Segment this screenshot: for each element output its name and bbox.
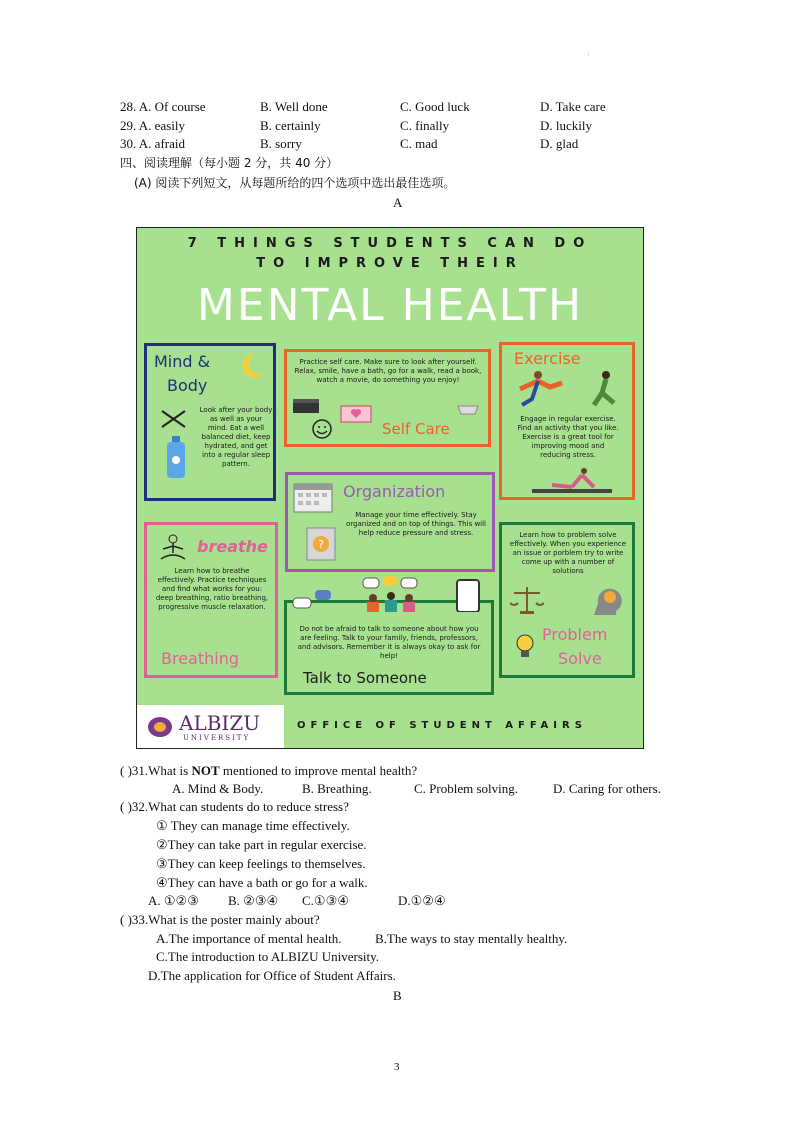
option-30-c: C. mad (400, 136, 438, 151)
footer-text: OFFICE OF STUDENT AFFAIRS (297, 720, 587, 731)
talk-head: Talk to Someone (303, 669, 427, 687)
moon-icon (235, 351, 267, 385)
section-instruction: (A) 阅读下列短文，从每题所给的四个选项中选出最佳选项。 (134, 176, 456, 190)
organization-head: Organization (343, 482, 446, 501)
passage-a-label: A (393, 195, 403, 210)
option-28-a: 28. A. Of course (120, 99, 206, 114)
mind-body-box (144, 343, 276, 501)
utensils-icon (159, 408, 189, 434)
option-30-b: B. sorry (260, 136, 302, 151)
option-28-d: D. Take care (540, 99, 606, 114)
option-30-d: D. glad (540, 136, 579, 151)
bath-icon (457, 400, 479, 419)
option-30-a: 30. A. afraid (120, 136, 185, 151)
question-33-option-b: B.The ways to stay mentally healthy. (375, 931, 568, 946)
question-32-item-2: ②They can take part in regular exercise. (156, 837, 367, 852)
breathing-box (144, 522, 278, 678)
yoga-icon (532, 465, 612, 499)
question-31-not: NOT (191, 763, 220, 778)
smiley-icon (311, 418, 333, 444)
poster-title-line1: 7 THINGS STUDENTS CAN DO (187, 236, 593, 251)
page-number: 3 (394, 1061, 400, 1073)
question-33-option-d: D.The application for Office of Student Affairs. (148, 968, 396, 983)
problem-solve-box (499, 522, 635, 678)
mental-health-poster (136, 227, 644, 749)
question-32-item-3: ③They can keep feelings to themselves. (156, 856, 366, 871)
runner-icon (510, 369, 628, 415)
scales-icon (510, 585, 544, 619)
option-28-b: B. Well done (260, 99, 328, 114)
logo-sub: UNIVERSITY (183, 734, 251, 742)
section-title: 四、阅读理解（每小题 2 分，共 40 分） (120, 156, 339, 170)
question-book-icon (306, 527, 336, 565)
lightbulb-icon (512, 631, 538, 665)
calendar-icon (293, 481, 333, 517)
mind-body-head1: Mind & (154, 352, 211, 371)
problem-solve-text: Learn how to problem solve effectively. When you experience an issue or porblem try to write come up with a number of solutions (509, 531, 627, 575)
svg-text:?: ? (318, 538, 324, 551)
heart-book-icon (339, 404, 373, 428)
question-33-option-a: A.The importance of mental health. (156, 931, 342, 946)
question-31-option-d: D. Caring for others. (553, 781, 661, 796)
exercise-box (499, 342, 635, 500)
question-32-option-d: D.①②④ (398, 893, 446, 908)
exercise-text: Engage in regular exercise. Find an activity that you like. Exercise is a great tool for improving mood and reducing stress. (517, 415, 619, 459)
option-29-c: C. finally (400, 118, 450, 133)
mind-body-text: Look after your body as well as your mind. Eat a well balanced diet, keep hydrated, and get into a regular sleep pattern. (199, 406, 273, 468)
water-bottle-icon (165, 436, 187, 484)
header-mark: ' (588, 52, 590, 61)
question-31-option-c: C. Problem solving. (414, 781, 519, 796)
question-32-option-c: C.①③④ (302, 893, 349, 908)
logo-name: ALBIZU (179, 711, 261, 735)
meditation-icon (155, 531, 191, 567)
exercise-head: Exercise (514, 349, 581, 368)
option-29-a: 29. A. easily (120, 118, 185, 133)
question-32-item-4: ④They can have a bath or go for a walk. (156, 875, 368, 890)
question-32-stem: ( )32.What can students do to reduce stress? (120, 799, 349, 814)
option-29-b: B. certainly (260, 118, 321, 133)
clapperboard-icon (292, 398, 320, 418)
breathing-head: Breathing (161, 649, 240, 668)
problem-head1: Problem (542, 625, 608, 644)
question-31-stem: ( )31.What is NOT mentioned to improve mental health? (120, 763, 418, 778)
breathe-script: breathe (197, 537, 268, 556)
question-32-option-a: A. ①②③ (148, 893, 199, 908)
organization-text: Manage your time effectively. Stay organized and on top of things. This will help reduce pressure and stress. (346, 511, 486, 537)
question-33-stem: ( )33.What is the poster mainly about? (120, 912, 320, 927)
brain-gear-icon (590, 585, 626, 621)
question-32-item-1: ① They can manage time effectively. (156, 818, 350, 833)
organization-box (285, 472, 495, 572)
poster-title-line2: TO IMPROVE THEIR (256, 256, 524, 271)
mind-body-head2: Body (167, 376, 208, 395)
question-33-option-c: C.The introduction to ALBIZU University. (156, 949, 380, 964)
albizu-logo (137, 705, 284, 748)
self-care-box (284, 349, 491, 447)
passage-b-label: B (393, 988, 402, 1003)
self-care-text: Practice self care. Make sure to look after yourself. Relax, smile, have a bath, go for a walk, read a book, watch a movie, do something you enjoy! (294, 358, 482, 384)
talk-text: Do not be afraid to talk to someone about how you are feeling. Talk to your family, friends, professors, and advisors. Remember it is always okay to ask for help! (297, 625, 481, 660)
chat-people-icon (287, 576, 492, 616)
question-31-option-b: B. Breathing. (302, 781, 372, 796)
self-care-head: Self Care (382, 420, 450, 438)
breathing-text: Learn how to breathe effectively. Practice techniques and find what works for you: deep breathing, ratio breathing, progressive muscle relaxation. (155, 567, 269, 611)
poster-big-title: MENTAL HEALTH (196, 280, 584, 331)
problem-head2: Solve (558, 649, 602, 668)
option-28-c: C. Good luck (400, 99, 470, 114)
question-31-option-a: A. Mind & Body. (172, 781, 264, 796)
question-32-option-b: B. ②③④ (228, 893, 279, 908)
option-29-d: D. luckily (540, 118, 592, 133)
